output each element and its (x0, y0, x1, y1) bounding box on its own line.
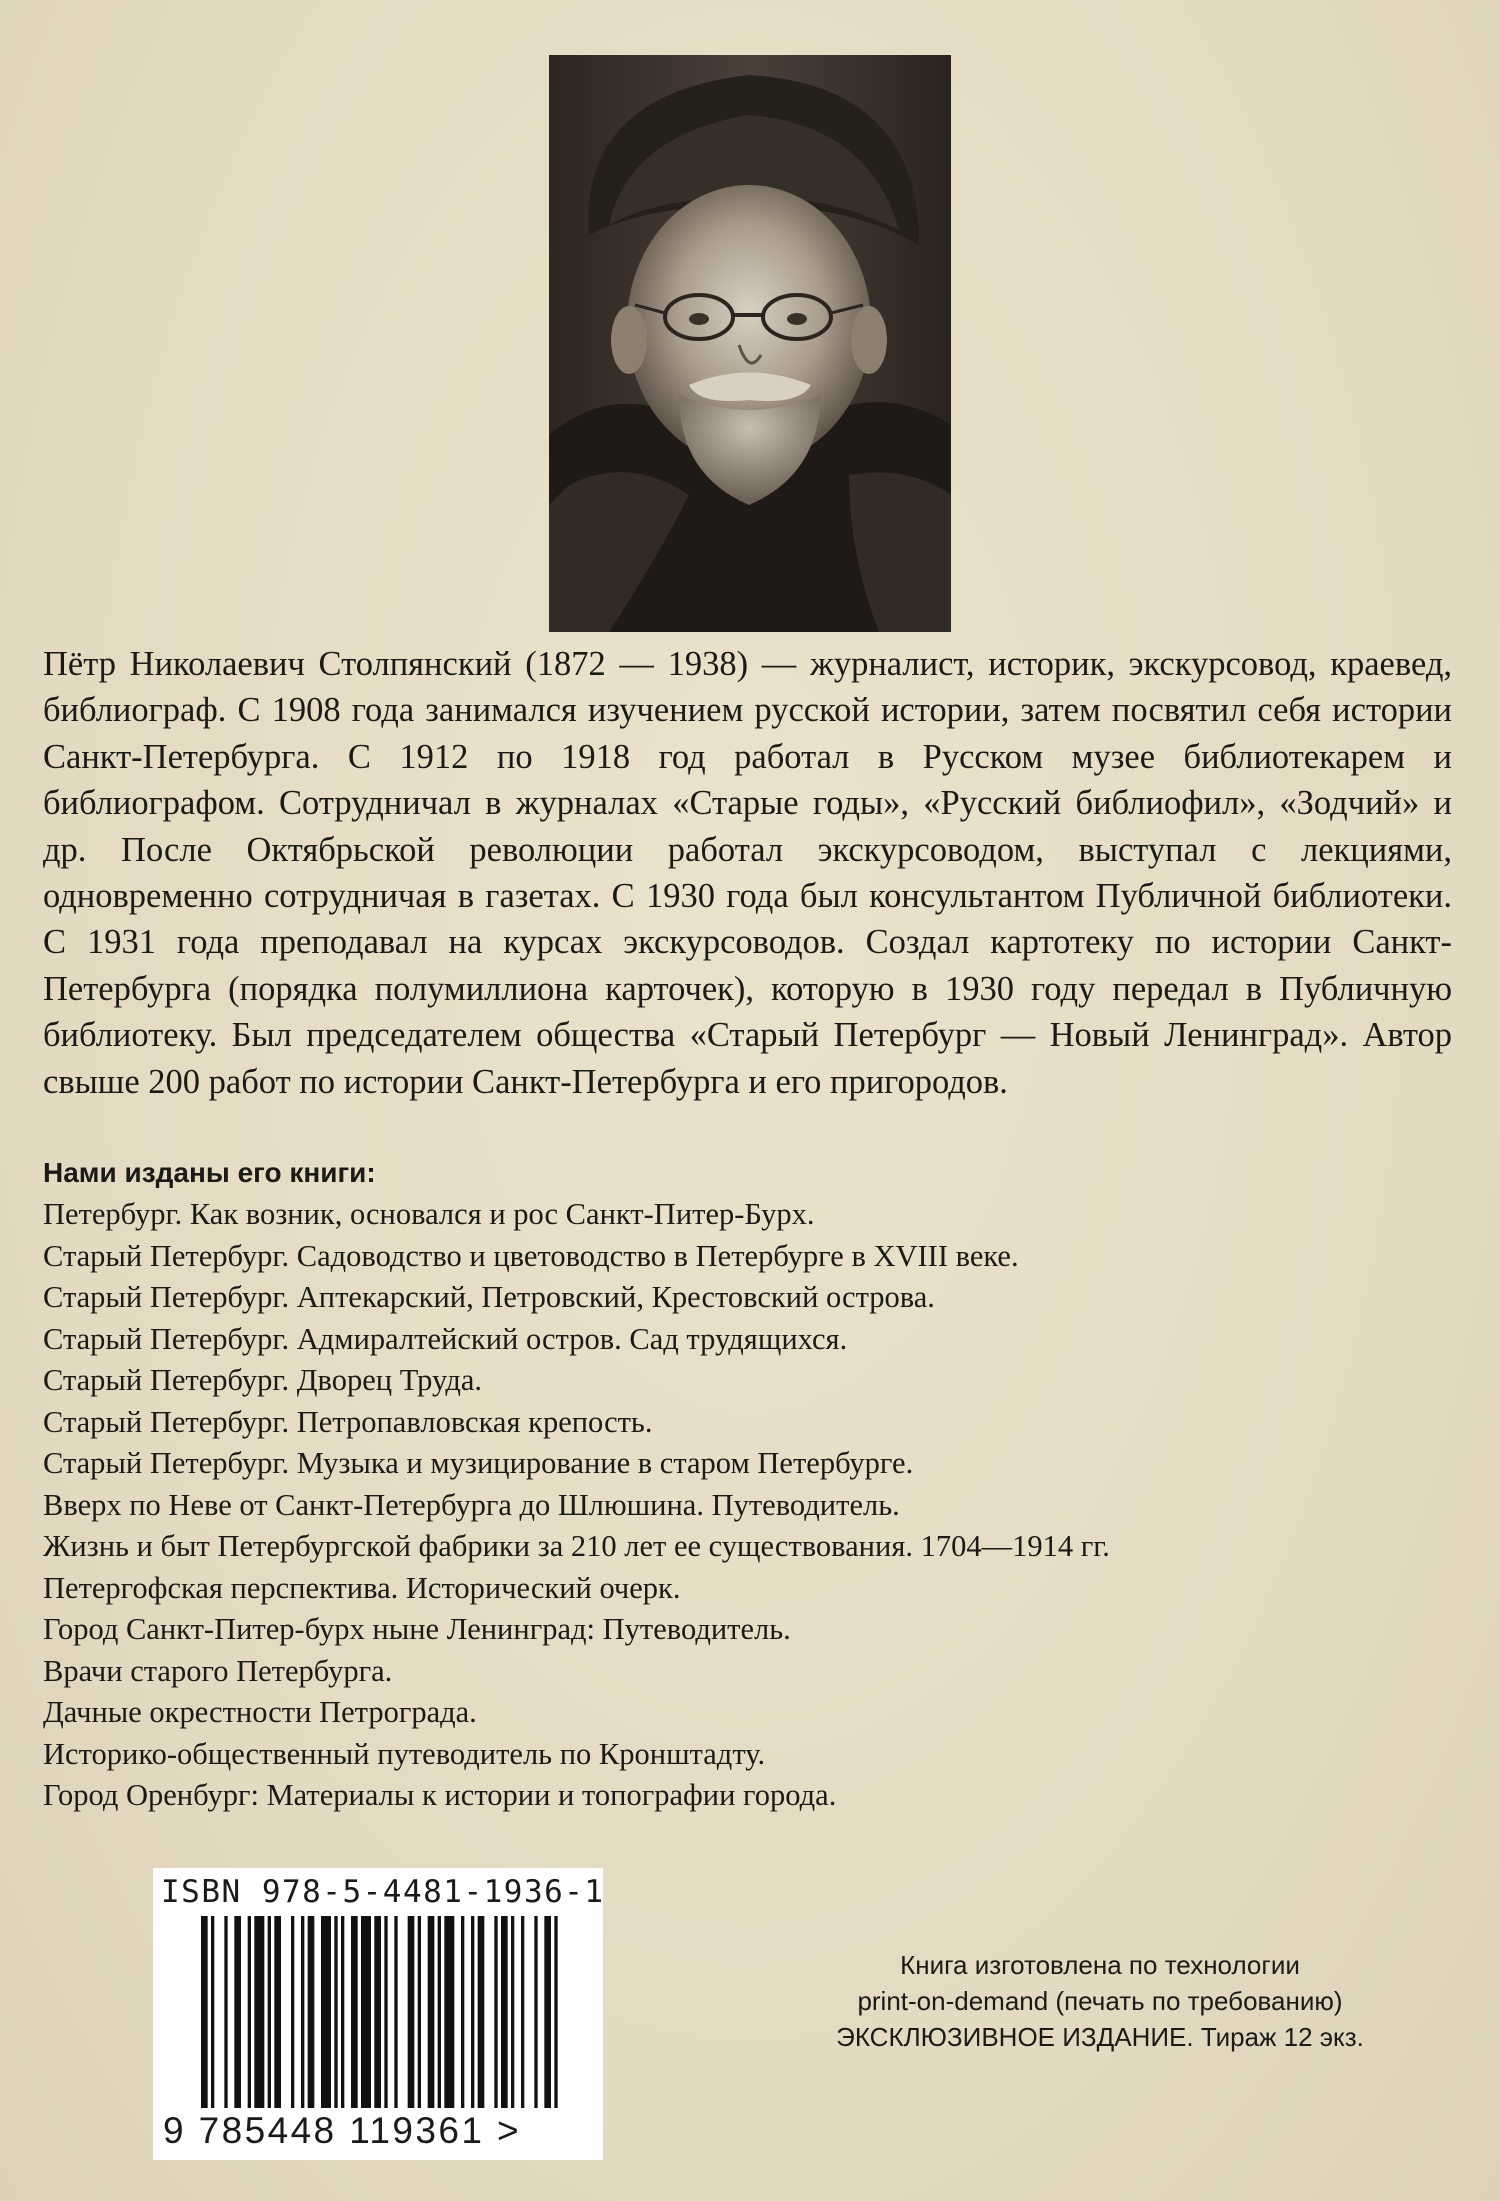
book-item: Историко-общественный путеводитель по Кронштадту. (43, 1736, 766, 1771)
book-item: Старый Петербург. Садоводство и цветоводство в Петербурге в XVIII веке. (43, 1238, 1019, 1273)
book-item: Старый Петербург. Музыка и музицирование в старом Петербурге. (43, 1446, 914, 1480)
book-item: Петербург. Как возник, основался и рос Санкт-Питер-Бурх. (43, 1197, 815, 1231)
isbn-label: ISBN 978-5-4481-1936-1 (161, 1874, 605, 1910)
book-list (43, 1194, 1443, 1817)
book-item: Город Санкт-Питер-бурх ныне Ленинград: Путеводитель. (43, 1612, 791, 1646)
print-note-line: Книга изготовлена по технологии (900, 1950, 1300, 1980)
book-item: Старый Петербург. Петропавловская крепость. (43, 1404, 653, 1439)
print-note-line: print-on-demand (печать по требованию) (857, 1986, 1343, 2016)
book-item: Город Оренбург: Материалы к истории и топографии города. (43, 1778, 837, 1812)
book-item: Дачные окрестности Петрограда. (43, 1695, 477, 1729)
book-item: Старый Петербург. Аптекарский, Петровский, Крестовский острова. (43, 1280, 935, 1314)
book-item: Жизнь и быт Петербургской фабрики за 210 лет ее существования. 1704—1914 гг. (43, 1529, 1110, 1563)
author-portrait (549, 55, 951, 632)
book-item: Врачи старого Петербурга. (43, 1653, 393, 1688)
print-note-line: ЭКСКЛЮЗИВНОЕ ИЗДАНИЕ. Тираж 12 экз. (836, 2022, 1364, 2052)
book-item: Старый Петербург. Адмиралтейский остров. Сад трудящихся. (43, 1321, 848, 1356)
books-heading: Нами изданы его книги: (43, 1157, 376, 1188)
book-item: Старый Петербург. Дворец Труда. (43, 1363, 483, 1397)
print-on-demand-note (780, 1947, 1420, 2055)
book-item: Петергофская перспектива. Исторический очерк. (43, 1570, 681, 1605)
barcode-icon (201, 1916, 561, 2108)
isbn-barcode-block (153, 1868, 603, 2160)
author-biography: Пётр Николаевич Столпянский (1872 — 1938) — журналист, историк, экскурсовод, краевед, библиограф. С 1908 года занимался изучением русской истории, затем посвятил себя истории Санкт-Петербурга. С 1912 по 1918 год работал в Русском музее библиотекарем и библиографом. Сотрудничал в журналах «Старые годы», «Русский библиофил», «Зодчий» и др. После Октябрьской революции работал экскурсоводом, выступал с лекциями, одновременно сотрудничая в газетах. С 1930 года был консультантом Публичной библиотеки. С 1931 года преподавал на курсах экскурсоводов. Создал картотеку по истории Санкт-Петербурга (порядка полумиллиона карточек), которую в 1930 году передал в Публичную библиотеку. Был председателем общества «Старый Петербург — Новый Ленинград». Автор свыше 200 работ по истории Санкт-Петербурга и его пригородов. (43, 645, 1452, 1101)
book-item: Вверх по Неве от Санкт-Петербурга до Шлюшина. Путеводитель. (43, 1487, 900, 1522)
barcode-digits: 9 785448 119361 > (163, 2110, 522, 2151)
